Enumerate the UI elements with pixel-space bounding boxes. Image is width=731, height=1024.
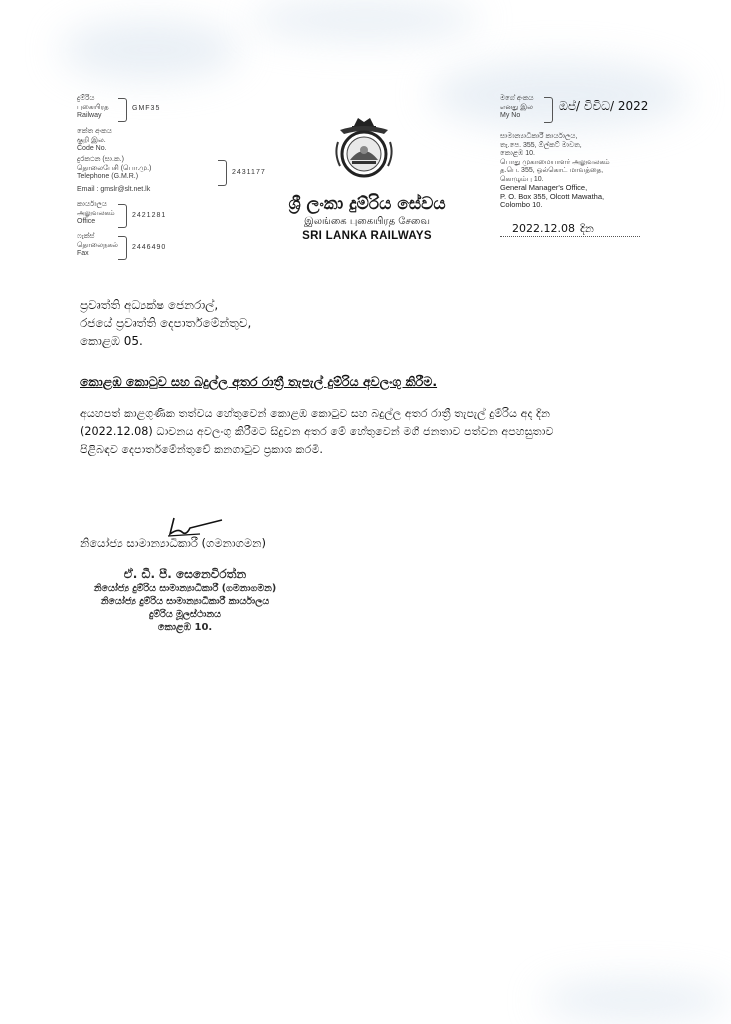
bracket xyxy=(118,98,127,122)
scan-smudge xyxy=(250,0,480,40)
address-line: த.பெ. 355, ஒல்கொட் மாவத்தை, xyxy=(500,167,604,174)
office-label-en: Office xyxy=(77,218,96,225)
signatory-title: නියෝජ්‍ය සාමාන්‍යාධිකාරී (ගමනාගමන) xyxy=(80,536,266,550)
fax-label-en: Fax xyxy=(77,250,89,257)
name-sinhala: ශ්‍රී ලංකා දුම්රිය සේවය xyxy=(288,194,446,214)
subject-line: කොළඹ කොටුව සහ බදුල්ල අතර රාත්‍රී තැපැල් දුම්රිය අවලංගු කිරීම. xyxy=(80,374,438,389)
fax-value: 2446490 xyxy=(132,244,167,251)
code-label-ta: குறி இல. xyxy=(77,136,106,144)
code-label-si: කේත අංකය xyxy=(77,128,112,135)
railway-value: GMF35 xyxy=(132,105,161,112)
recipient-address xyxy=(80,296,251,350)
my-no-label-en: My No xyxy=(500,112,521,119)
telephone-label-ta: தொலைபேசி (பொ.மு.) xyxy=(77,164,152,172)
railway-emblem-icon xyxy=(326,112,402,178)
body-line: පිළිබඳව දෙපාර්තමේන්තුවේ කනගාටුව ප්‍රකාශ කරමි. xyxy=(80,443,323,456)
email-text: Email : gmslr@slt.net.lk xyxy=(77,186,151,193)
fax-label-si: ෆැක්ස් xyxy=(77,233,95,240)
address-line: සාමාන්‍යාධිකාරී කාර්යාලය, xyxy=(500,133,578,140)
address-line: General Manager's Office, xyxy=(500,183,588,192)
body-line: (2022.12.08) ධාවනය අවලංගු කිරීමට සිදුවන අතර මේ හේතුවෙන් මගී ජනතාව පත්වන අපහසුතාව xyxy=(80,425,554,438)
scan-smudge xyxy=(540,980,730,1020)
office-value: 2421281 xyxy=(132,212,167,219)
stamp-line: නියෝජ්‍ය දුම්රිය සාමාන්‍යාධිකාරී කාර්යාලය xyxy=(100,596,270,607)
address-line: P. O. Box 355, Olcott Mawatha, xyxy=(500,191,605,201)
railway-label-ta: புகையிரத xyxy=(77,103,109,111)
office-label xyxy=(77,201,115,227)
bracket xyxy=(118,204,127,228)
telephone-value: 2431177 xyxy=(232,169,266,176)
letter-body xyxy=(80,405,660,459)
my-no-label-si: මගේ අංකය xyxy=(500,95,534,102)
address-line: Colombo 10. xyxy=(500,200,543,209)
bracket xyxy=(544,97,553,123)
scan-smudge xyxy=(60,20,240,80)
my-no-label xyxy=(500,95,534,121)
telephone-label-en: Telephone (G.M.R.) xyxy=(77,173,139,180)
railway-label-en: Railway xyxy=(77,112,102,119)
telephone-label xyxy=(77,156,151,182)
address-line: කොළඹ 10. xyxy=(500,150,535,157)
recipient-line: කොළඹ 05. xyxy=(80,334,143,348)
body-line: අයහපත් කාළගුණික තත්වය හේතුවෙන් කොළඹ කොටුව සහ බදුල්ල අතර රාත්‍රී තැපැල් දුම්රිය අද දින xyxy=(80,407,551,420)
date-label: දින xyxy=(580,222,594,235)
bracket xyxy=(218,160,227,186)
date-line xyxy=(500,222,640,237)
stamp-line: දුම්රිය මූලස්ථානය xyxy=(149,609,221,620)
code-label xyxy=(77,128,112,154)
name-tamil: இலங்கை புகையிரத சேவை xyxy=(304,216,430,227)
stamp-line: කොළඹ 10. xyxy=(157,622,213,633)
office-label-si: කාර්යාලය xyxy=(77,201,107,208)
stamp-line: ඒ. ඩී. පී. සෙනෙවිරත්න xyxy=(123,567,247,581)
fax-label xyxy=(77,233,118,259)
official-stamp xyxy=(60,566,310,635)
recipient-line: ප්‍රවෘත්ති අධ්‍යක්ෂ ජෙනරාල්, xyxy=(80,298,219,312)
name-english: SRI LANKA RAILWAYS xyxy=(302,230,432,242)
address-line: තැ.පෙ. 355, ඕල්කට් මාවත, xyxy=(500,141,582,149)
address-line: பொது முகாமையாளர் அலுவலகம் xyxy=(500,158,610,166)
stamp-line: නියෝජ්‍ය දුම්රිය සාමාන්‍යාධිකාරී (ගමනාගමන) xyxy=(93,583,277,594)
code-label-en: Code No. xyxy=(77,145,107,152)
office-address xyxy=(500,133,640,210)
telephone-label-si: දුරකථන (සා.ක.) xyxy=(77,156,124,163)
fax-label-ta: தொலைநகல் xyxy=(77,241,118,249)
my-no-value: ඔප්/ විවිධ/ 2022 xyxy=(559,99,649,113)
recipient-line: රජයේ ප්‍රවෘත්ති දෙපාර්තමේන්තුව, xyxy=(80,316,252,330)
bracket xyxy=(118,236,127,260)
railway-label xyxy=(77,95,109,121)
date-value: 2022.12.08 xyxy=(512,222,575,235)
my-no-label-ta: எனது இல xyxy=(500,103,533,111)
scan-smudge xyxy=(430,60,690,130)
office-label-ta: அலுவலகம் xyxy=(77,209,115,217)
address-line: கொழும்பு 10. xyxy=(500,175,544,183)
railway-label-si: දුම්රිය xyxy=(77,95,95,102)
